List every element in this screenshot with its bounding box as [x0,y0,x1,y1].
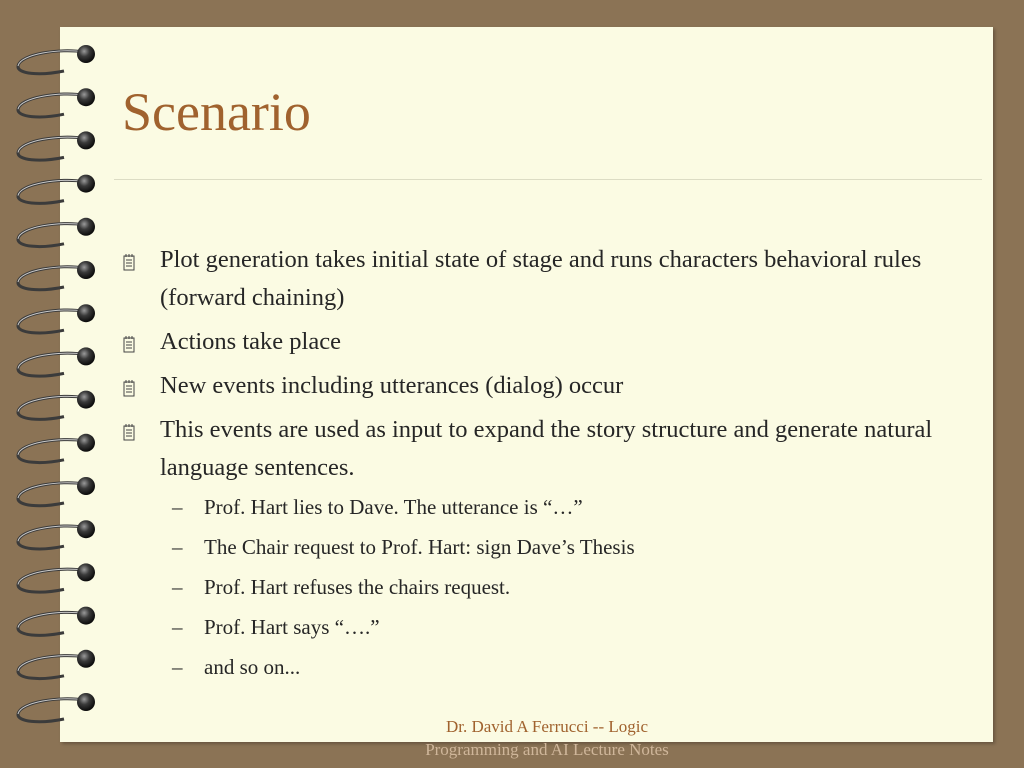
spiral-ring-icon [18,347,95,376]
spiral-ring-icon [18,693,95,722]
sub-bullet-text: Prof. Hart lies to Dave. The utterance is “…” [204,495,583,519]
slide-title: Scenario [122,82,311,142]
bullet-list [122,241,982,693]
slide-page [60,27,993,742]
spiral-ring-icon [18,45,95,74]
spiral-ring-icon [18,434,95,463]
spiral-ring-icon [18,607,95,636]
bullet-item [122,411,982,487]
sub-bullet-item [122,533,982,562]
title-divider [114,179,982,180]
sub-bullet-text: and so on... [204,655,301,679]
sub-bullet-item [122,653,982,682]
sub-bullet-text: The Chair request to Prof. Hart: sign Dave’s Thesis [204,535,635,559]
dash-marker: – [172,575,183,599]
spiral-ring-icon [18,477,95,506]
notepad-bullet-icon [122,379,138,397]
bullet-item [122,323,982,361]
bullet-item [122,241,982,317]
spiral-ring-icon [18,563,95,592]
sub-bullet-text: Prof. Hart says “….” [204,615,380,639]
notepad-bullet-icon [122,335,138,353]
spiral-ring-icon [18,175,95,204]
bullet-item [122,367,982,405]
dash-marker: – [172,615,183,639]
spiral-ring-icon [18,88,95,117]
notepad-bullet-icon [122,253,138,271]
dash-marker: – [172,655,183,679]
spiral-ring-icon [18,131,95,160]
sub-bullet-item [122,573,982,602]
spiral-binding [0,0,110,768]
spiral-ring-icon [18,218,95,247]
spiral-ring-icon [18,391,95,420]
notepad-bullet-icon [122,423,138,441]
footer-line-2: Programming and AI Lecture Notes [425,740,669,759]
sub-bullet-item [122,493,982,522]
bullet-text: Actions take place [160,328,341,355]
bullet-text: This events are used as input to expand the story structure and generate natural language sentences. [160,416,933,481]
slide-footer [402,715,692,761]
bullet-text: Plot generation takes initial state of stage and runs characters behavioral rules (forward chaining) [160,246,922,311]
spiral-ring-icon [18,304,95,333]
sub-bullet-text: Prof. Hart refuses the chairs request. [204,575,511,599]
dash-marker: – [172,535,183,559]
spiral-ring-icon [18,520,95,549]
spiral-ring-icon [18,650,95,679]
footer-line-1: Dr. David A Ferrucci -- Logic [445,717,649,736]
dash-marker: – [172,495,183,519]
bullet-text: New events including utterances (dialog) occur [160,372,624,399]
sub-bullet-item [122,613,982,642]
spiral-ring-icon [18,261,95,290]
